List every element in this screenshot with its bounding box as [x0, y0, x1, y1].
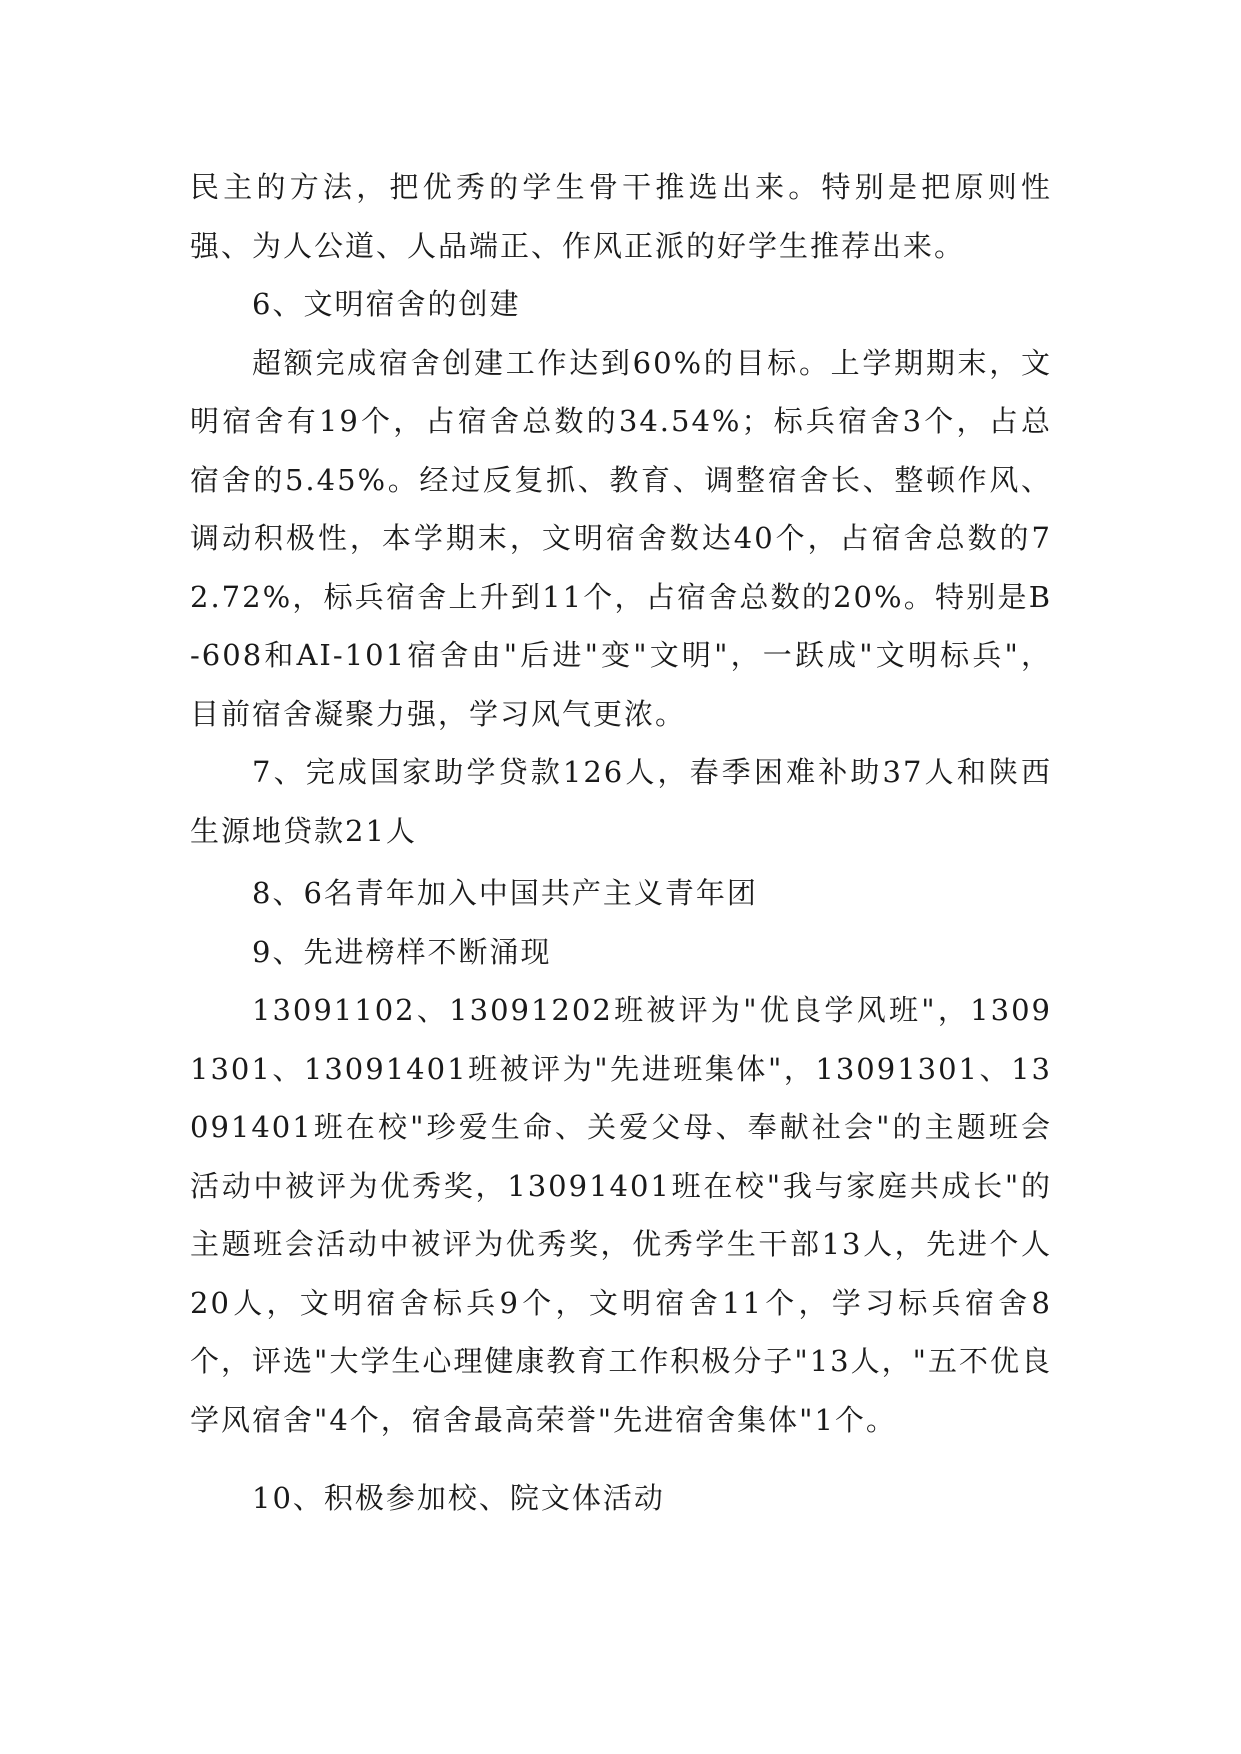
heading-student-loans: 7、完成国家助学贷款126人，春季困难补助37人和陕西生源地贷款21人: [190, 755, 1052, 848]
paragraph-continuation: 民主的方法，把优秀的学生骨干推选出来。特别是把原则性强、为人公道、人品端正、作风正派的好学生推荐出来。: [190, 170, 1052, 263]
paragraph-awards-details: 13091102、13091202班被评为"优良学风班"，13091301、13091401班被评为"先进班集体"，13091301、13091401班在校"珍爱生命、关爱父母、奉献社会"的主题班会活动中被评为优秀奖，13091401班在校"我与家庭共成长"的主题班会活动中被评为优秀奖，优秀学生干部13人，先进个人20人，文明宿舍标兵9个，文明宿舍11个，学习标兵宿舍8个，评选"大学生心理健康教育工作积极分子"13人，"五不优良学风宿舍"4个，宿舍最高荣誉"先进宿舍集体"1个。: [190, 993, 1052, 1437]
heading-dormitory-creation: 6、文明宿舍的创建: [252, 287, 521, 321]
heading-youth-league: 8、6名青年加入中国共产主义青年团: [252, 876, 758, 910]
heading-cultural-activities: 10、积极参加校、院文体活动: [252, 1481, 665, 1515]
document-page: [190, 158, 1052, 1528]
heading-role-models: 9、先进榜样不断涌现: [252, 934, 552, 969]
paragraph-dormitory-details: 超额完成宿舍创建工作达到60%的目标。上学期期末，文明宿舍有19个，占宿舍总数的34.54%；标兵宿舍3个，占总宿舍的5.45%。经过反复抓、教育、调整宿舍长、整顿作风、调动积极性，本学期末，文明宿舍数达40个，占宿舍总数的72.72%，标兵宿舍上升到11个，占宿舍总数的20%。特别是B-608和AI-101宿舍由"后进"变"文明"，一跃成"文明标兵"，目前宿舍凝聚力强，学习风气更浓。: [190, 345, 1052, 731]
